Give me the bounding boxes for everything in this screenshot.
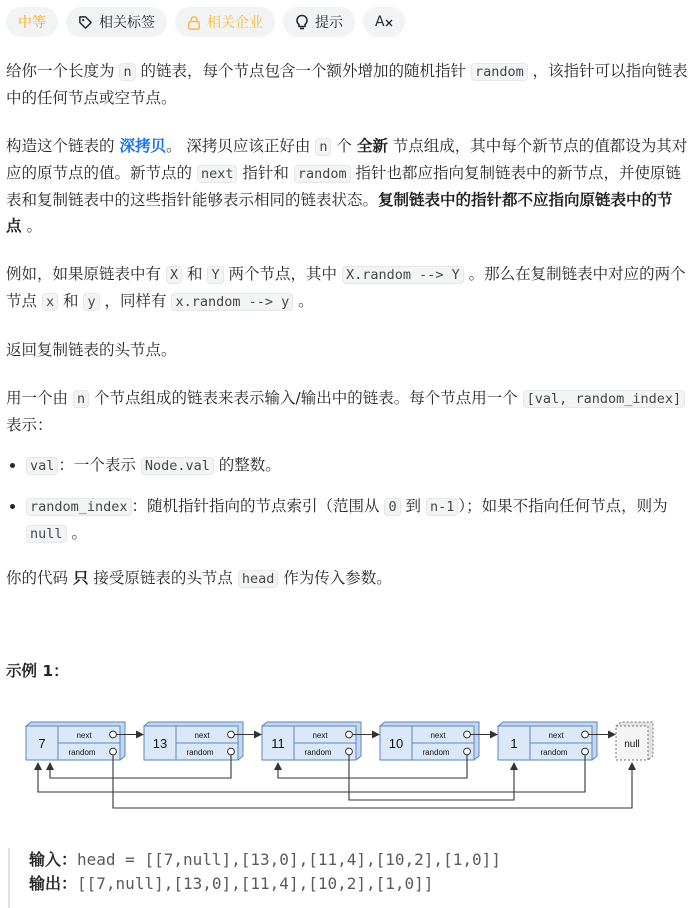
- linked-list-diagram: [20, 716, 670, 816]
- random-label: random: [68, 748, 96, 757]
- difficulty-label: 中等: [18, 15, 46, 31]
- example-output-line: 输出：[[7,null],[13,0],[11,4],[10,2],[1,0]]: [29, 874, 434, 893]
- random-pointer-dot: [110, 748, 117, 755]
- node-value: 1: [510, 736, 518, 751]
- random-label: random: [304, 748, 332, 757]
- desc-paragraph-5: 用一个由 n 个节点组成的链表来表示输入/输出中的链表。每个节点用一个 [val, random_index] 表示：: [6, 385, 688, 438]
- tag-icon: [78, 15, 93, 30]
- deep-copy-link[interactable]: 深拷贝: [119, 137, 166, 155]
- desc-paragraph-3: 例如，如果原链表中有 X 和 Y 两个节点，其中 X.random --> Y 。那么在复制链表中对应的两个节点 x 和 y ，同样有 x.random --> y 。: [6, 265, 686, 310]
- next-pointer-dot: [110, 731, 117, 738]
- list-node: [262, 722, 361, 760]
- list-item: • random_index ：随机指针指向的节点索引（范围从 0 到 n-1 ）；如果不指向任何节点，则为 null 。: [26, 493, 688, 547]
- related-tags-label: 相关标签: [99, 15, 155, 31]
- problem-description: [6, 58, 688, 684]
- random-pointer-dot: [346, 748, 353, 755]
- next-pointer-dot: [228, 731, 235, 738]
- node-value: 11: [271, 736, 285, 751]
- next-pointer-dot: [582, 731, 589, 738]
- random-label: random: [540, 748, 568, 757]
- desc-paragraph-6: 你的代码 只 接受原链表的头节点 head 作为传入参数。: [6, 569, 392, 587]
- translate-icon: A: [375, 14, 393, 30]
- desc-paragraph-4: 返回复制链表的头节点。: [6, 341, 177, 359]
- node-value: 7: [38, 736, 46, 751]
- list-node: [144, 722, 243, 760]
- list-node: [380, 722, 479, 760]
- random-pointer-dot: [582, 748, 589, 755]
- translate-button[interactable]: [363, 7, 405, 37]
- next-pointer-dot: [464, 731, 471, 738]
- random-label: random: [186, 748, 214, 757]
- next-label: next: [312, 731, 328, 740]
- example-io-block: [8, 848, 648, 908]
- tag-bar: [6, 7, 405, 37]
- node-value: 10: [388, 736, 404, 751]
- lock-icon: [187, 15, 201, 30]
- desc-paragraph-1: 给你一个长度为 n 的链表，每个节点包含一个额外增加的随机指针 random ，该指针可以指向链表中的任何节点或空节点。: [6, 62, 688, 107]
- hint-label: 提示: [315, 15, 343, 31]
- list-item: • val ：一个表示 Node.val 的整数。: [26, 452, 688, 479]
- next-label: next: [548, 731, 564, 740]
- example-input-line: 输入：head = [[7,null],[13,0],[11,4],[10,2],[1,0]]: [29, 850, 501, 869]
- related-tags-button[interactable]: [66, 7, 167, 37]
- lightbulb-icon: [295, 14, 309, 30]
- field-list: [6, 452, 688, 547]
- difficulty-badge[interactable]: [6, 7, 58, 37]
- example-title: 示例 1：: [6, 662, 69, 680]
- hint-button[interactable]: [283, 7, 355, 37]
- next-label: next: [76, 731, 92, 740]
- next-label: next: [194, 731, 210, 740]
- list-node: [26, 722, 125, 760]
- null-label: null: [624, 739, 640, 750]
- random-pointer-dot: [228, 748, 235, 755]
- related-companies-label: 相关企业: [207, 15, 263, 31]
- related-companies-button[interactable]: [175, 7, 275, 37]
- list-node: [498, 722, 597, 760]
- random-label: random: [422, 748, 450, 757]
- next-label: next: [430, 731, 446, 740]
- desc-paragraph-2: 构造这个链表的 深拷贝。 深拷贝应该正好由 n 个 全新 节点组成，其中每个新节点的值都设为其对应的原节点的值。新节点的 next 指针和 random 指针也都应指向复制链表中的新节点，并使原链表和复制链表中的这些指针能够表示相同的链表状态。复制链表中的指针都不应指向原链表中的节点 。: [6, 137, 688, 235]
- random-arrow: [349, 755, 514, 801]
- node-value: 13: [152, 736, 168, 751]
- null-node: [616, 722, 653, 760]
- random-pointer-dot: [464, 748, 471, 755]
- next-pointer-dot: [346, 731, 353, 738]
